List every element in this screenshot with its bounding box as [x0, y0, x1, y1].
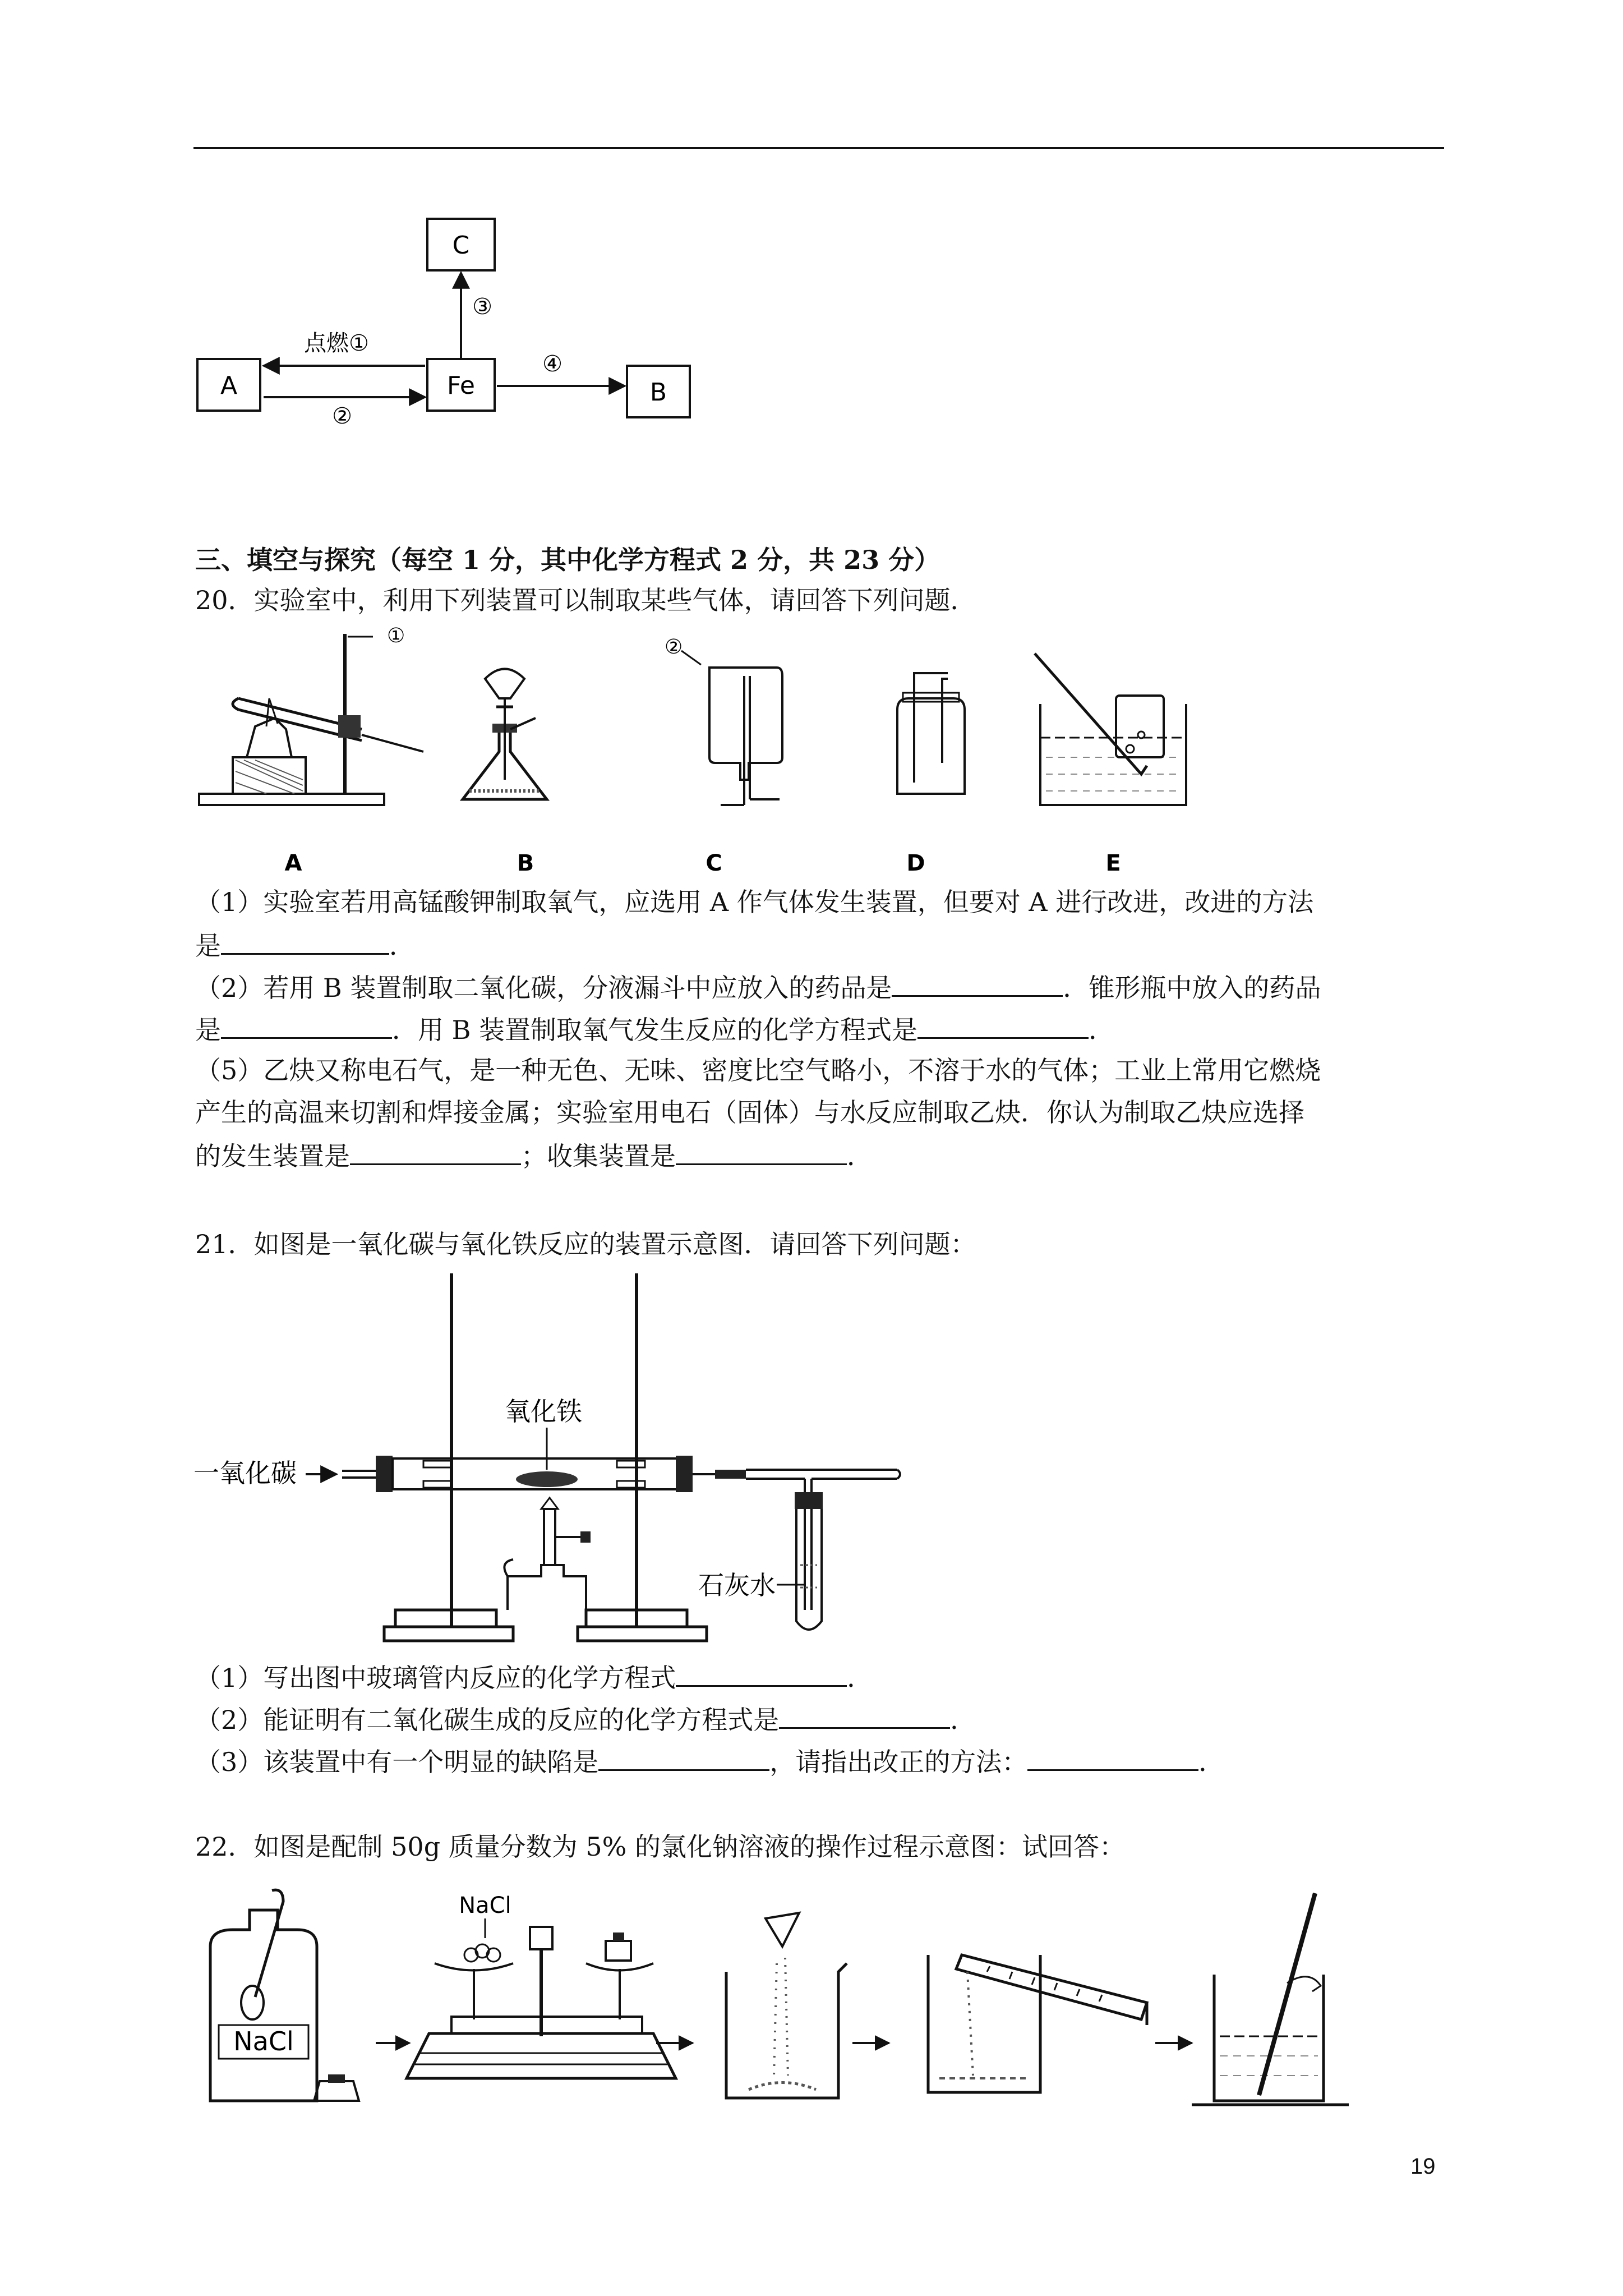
label-fe2o3: 氧化铁	[505, 1396, 582, 1427]
step-pour-water	[928, 1955, 1147, 2092]
q20-p2-line1	[195, 969, 1321, 1005]
q20-p5-line3-suffix: ．	[847, 1141, 873, 1171]
answer-blank-q21-1[interactable]	[676, 1659, 847, 1687]
answer-blank-q20-2c[interactable]	[917, 1011, 1089, 1039]
q20-apparatus-figure	[193, 624, 1259, 876]
answer-blank-q20-1[interactable]	[221, 927, 389, 955]
q22-stem: 22．如图是配制 50g 质量分数为 5% 的氯化钠溶液的操作过程示意图：试回答：	[195, 1832, 1125, 1862]
q20-p1-line1: （1）实验室若用高锰酸钾制取氧气，应选用 A 作气体发生装置，但要对 A 进行改进，改进的方法	[195, 887, 1314, 917]
apparatus-c	[665, 636, 782, 805]
q21-apparatus-figure	[193, 1273, 951, 1649]
label-limewater: 石灰水	[698, 1570, 776, 1600]
q21-p1	[195, 1659, 873, 1695]
step-pour-solid	[726, 1913, 847, 2098]
q20-p1-line2	[195, 927, 415, 963]
q20-p5-line2: 产生的高温来切割和焊接金属；实验室用电石（固体）与水反应制取乙炔．你认为制取乙炔应选择	[195, 1097, 1304, 1128]
q20-p2-line2	[195, 1011, 1114, 1047]
q21-p3	[195, 1743, 1224, 1779]
answer-blank-q20-5a[interactable]	[350, 1138, 521, 1165]
label-d: D	[906, 850, 925, 876]
apparatus-b	[463, 669, 547, 800]
step-stir	[1192, 1893, 1349, 2105]
arrow3-label: ③	[472, 294, 492, 320]
apparatus-a	[199, 624, 423, 805]
answer-blank-q20-5b[interactable]	[676, 1138, 847, 1165]
q21-p3-mid: ，请指出改正的方法：	[769, 1747, 1028, 1777]
box-a-label: A	[220, 371, 238, 400]
q20-p2-line2-mid: ．用 B 装置制取氧气发生反应的化学方程式是	[392, 1015, 918, 1045]
fe-transformation-diagram	[185, 213, 718, 429]
q21-p2	[195, 1701, 976, 1737]
q20-p1-prefix: 是	[195, 931, 221, 961]
q21-p1-suffix: ．	[847, 1663, 873, 1693]
q20-stem: 20．实验室中，利用下列装置可以制取某些气体，请回答下列问题．	[195, 585, 976, 615]
arrow1-label: 点燃①	[304, 330, 369, 356]
label-nacl-balance: NaCl	[459, 1893, 511, 1918]
box-fe-label: Fe	[447, 371, 475, 400]
arrow4-label: ④	[542, 351, 562, 377]
step-balance	[407, 1893, 676, 2078]
marker-2: ②	[665, 636, 683, 659]
q21-p3-suffix: ．	[1198, 1747, 1225, 1777]
box-c-label: C	[452, 231, 470, 260]
q20-p5-line3-prefix: 的发生装置是	[195, 1141, 350, 1171]
q20-p2-line2-prefix: 是	[195, 1015, 221, 1045]
q20-p2-line1-prefix: （2）若用 B 装置制取二氧化碳，分液漏斗中应放入的药品是	[195, 973, 892, 1003]
q20-p5-line3	[195, 1138, 873, 1173]
q20-p2-line2-suffix: ．	[1089, 1015, 1115, 1045]
q21-p1-prefix: （1）写出图中玻璃管内反应的化学方程式	[195, 1663, 676, 1693]
q20-p1-suffix: ．	[389, 931, 415, 961]
q22-procedure-figure	[193, 1885, 1371, 2109]
box-b-label: B	[649, 378, 667, 407]
q21-p2-prefix: （2）能证明有二氧化碳生成的反应的化学方程式是	[195, 1705, 780, 1735]
answer-blank-q20-2a[interactable]	[892, 969, 1063, 997]
section3-heading: 三、填空与探究（每空 1 分，其中化学方程式 2 分，共 23 分）	[195, 545, 940, 575]
label-e: E	[1105, 850, 1121, 876]
q21-p2-suffix: ．	[950, 1705, 976, 1735]
page-number: 19	[1410, 2154, 1436, 2179]
apparatus-d	[897, 673, 965, 794]
q21-stem: 21．如图是一氧化碳与氧化铁反应的装置示意图．请回答下列问题：	[195, 1229, 976, 1259]
label-nacl-bottle: NaCl	[233, 2026, 294, 2056]
label-co: 一氧化碳	[193, 1458, 297, 1488]
q21-p3-prefix: （3）该装置中有一个明显的缺陷是	[195, 1747, 599, 1777]
answer-blank-q21-3a[interactable]	[598, 1743, 769, 1771]
q20-p2-line1-suffix: ．锥形瓶中放入的药品	[1063, 973, 1321, 1003]
apparatus-e	[1035, 654, 1186, 805]
q20-p5-line1: （5）乙炔又称电石气，是一种无色、无味、密度比空气略小，不溶于水的气体；工业上常用它燃烧	[195, 1055, 1321, 1085]
step-reagent-bottle	[210, 1890, 359, 2101]
label-a: A	[284, 850, 302, 876]
label-b: B	[517, 850, 534, 876]
answer-blank-q20-2b[interactable]	[221, 1011, 392, 1039]
answer-blank-q21-2[interactable]	[779, 1701, 950, 1729]
arrow2-label: ②	[332, 403, 352, 429]
label-c: C	[706, 850, 722, 876]
marker-1: ①	[387, 624, 405, 647]
answer-blank-q21-3b[interactable]	[1027, 1743, 1198, 1771]
header-rule	[193, 147, 1444, 149]
q20-p5-line3-mid: ；收集装置是	[521, 1141, 676, 1171]
